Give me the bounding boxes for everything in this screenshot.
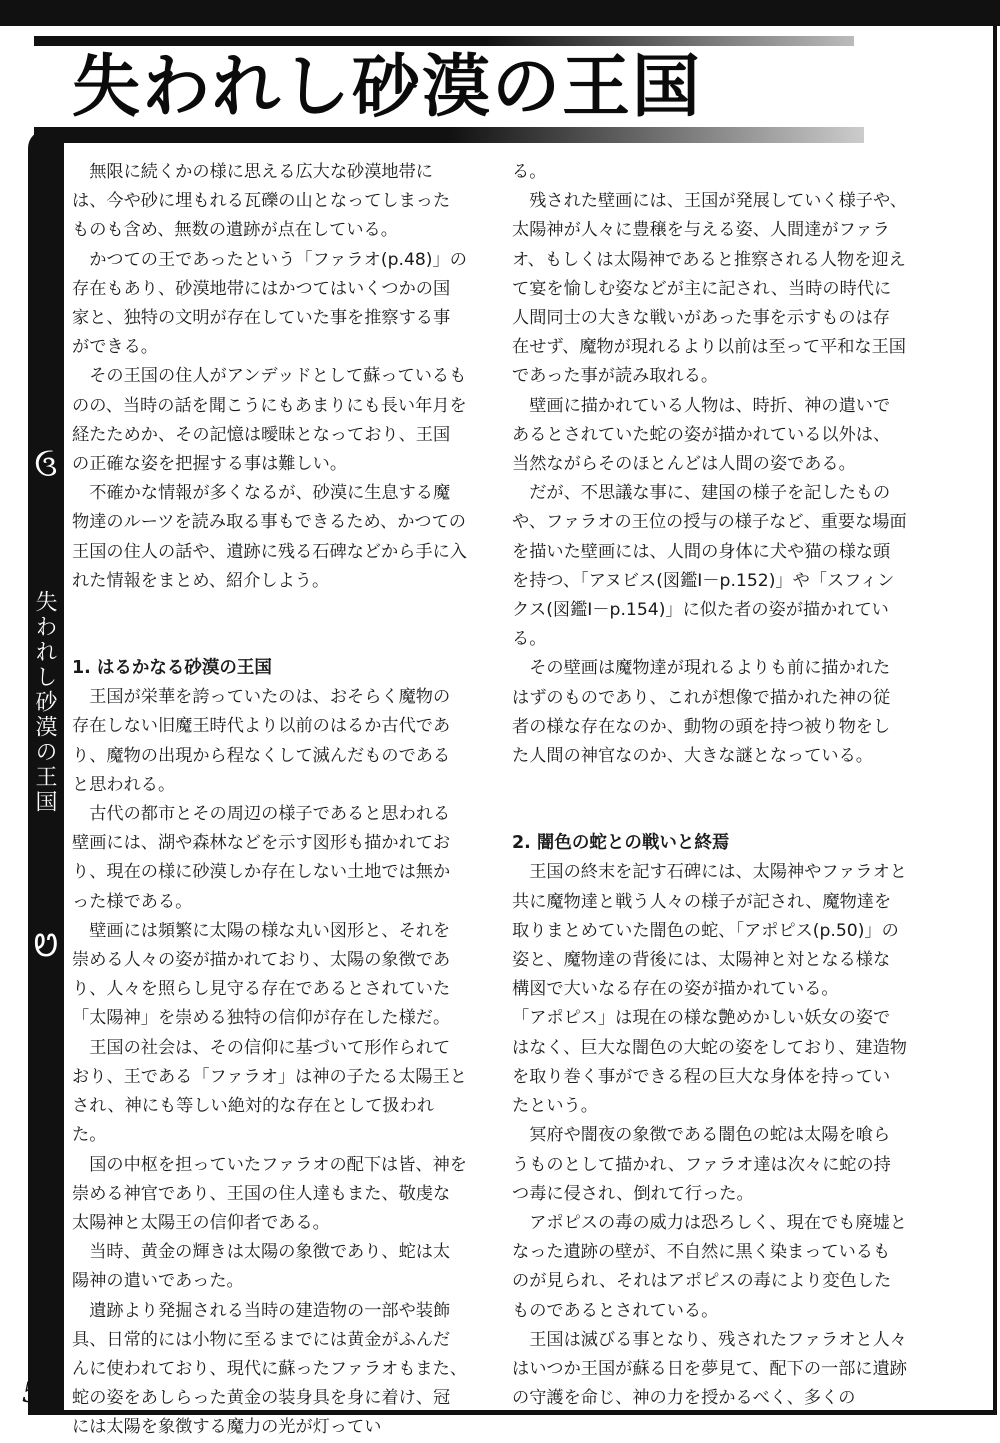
paragraph: 王国の社会は、その信仰に基づいて形作られており、王である「ファラオ」は神の子たる太陽王とされ、神にも等しい絶対的な存在として扱われた。 <box>72 1037 467 1146</box>
paragraph: 残された壁画には、王国が発展していく様子や、太陽神が人々に豊穣を与える姿、人間達がファラオ、もしくは太陽神であると推察される人物を迎えて宴を愉しむ姿などが主に記され、当時の時代に人間同士の大きな戦いがあった事を示すものは存在せず、魔物が現れるより以前は至って平和な王国であった事が読み取れる。 <box>512 191 907 387</box>
paragraph: 遺跡より発掘される当時の建造物の一部や装飾具、日常的には小物に至るまでには黄金がふんだんに使われており、現代に蘇ったファラオもまた、蛇の姿をあしらった黄金の装身具を身に着け、冠には太陽を象徴する魔力の光が灯ってい <box>72 1300 467 1438</box>
page-number: 54 <box>22 1376 58 1409</box>
page-title: 失われし砂漠の王国 <box>72 48 703 127</box>
top-border-bar <box>0 0 1000 26</box>
right-column <box>512 158 907 1409</box>
paragraph: 無限に続くかの様に思える広大な砂漠地帯には、今や砂に埋もれる瓦礫の山となってしまったものも含め、無数の遺跡が点在している。 <box>72 162 451 241</box>
paragraph: 国の中枢を担っていたファラオの配下は皆、神を崇める神官であり、王国の住人達もまた、敬虔な太陽神と太陽王の信仰者である。 <box>72 1154 467 1233</box>
paragraph-continuation: る。 <box>512 162 547 182</box>
paragraph: その壁画は魔物達が現れるよりも前に描かれたはずのものであり、これが想像で描かれた神の従者の様な存在なのか、動物の頭を持つ被り物をした人間の神官なのか、大きな謎となっている。 <box>512 658 891 767</box>
side-title: 失われし砂漠の王国 <box>32 590 57 815</box>
paragraph: 古代の都市とその周辺の様子であると思われる壁画には、湖や森林などを示す図形も描かれており、現在の様に砂漠しか存在しない土地では無かった様である。 <box>72 804 451 912</box>
section-heading: 2. 闇色の蛇との戦いと終焉 <box>512 833 730 854</box>
paragraph: その王国の住人がアンデッドとして蘇っているものの、当時の話を聞こうにもあまりにも長い年月を経たためか、その記憶は曖昧となっており、王国の正確な姿を把握する事は難しい。 <box>72 366 467 475</box>
section-heading: 1. はるかなる砂漠の王国 <box>72 658 272 679</box>
paragraph: 壁画には頻繁に太陽の様な丸い図形と、それを崇める人々の姿が描かれており、太陽の象徴であり、人々を照らし見守る存在であるとされていた「太陽神」を崇める独特の信仰が存在した様だ。 <box>72 920 451 1029</box>
paragraph: かつての王であったという「ファラオ(p.48)」の存在もあり、砂漠地帯にはかつてはいくつかの国家と、独特の文明が存在していた事を推察する事ができる。 <box>72 249 467 358</box>
paragraph: 王国の終末を記す石碑には、太陽神やファラオと共に魔物達と戦う人々の様子が記され、魔物達を取りまとめていた闇色の蛇、「アポピス(p.50)」の姿と、魔物達の背後には、太陽神と対となる様な構図で大いなる存在の姿が描かれている。 <box>512 862 907 1000</box>
paragraph: 王国は滅びる事となり、残されたファラオと人々はいつか王国が蘇る日を夢見て、配下の一部に遺跡の守護を命じ、神の力を授かるべく、多くの <box>512 1329 907 1409</box>
paragraph: 冥府や闇夜の象徴である闇色の蛇は太陽を喰らうものとして描かれ、ファラオ達は次々に蛇の持つ毒に侵され、倒れて行った。 <box>512 1125 891 1204</box>
right-border <box>993 20 997 1415</box>
paragraph: 壁画に描かれている人物は、時折、神の遣いであるとされていた蛇の姿が描かれている以外は、当然ながらそのほとんどは人間の姿である。 <box>512 395 891 475</box>
paragraph: 当時、黄金の輝きは太陽の象徴であり、蛇は太陽神の遣いであった。 <box>72 1242 451 1292</box>
paragraph: だが、不思議な事に、建国の様子を記したものや、ファラオの王位の授与の様子など、重要な場面を描いた壁画には、人間の身体に犬や猫の様な頭を持つ、「アヌビス(図鑑Ⅰ－p.152)」や「スフィンクス(図鑑Ⅰ－p.154)」に似た者の姿が描かれている。 <box>512 483 907 650</box>
title-top-rule <box>34 36 854 46</box>
title-bottom-rule <box>34 127 864 143</box>
paragraph: アポピスの毒の威力は恐ろしく、現在でも廃墟となった遺跡の壁が、不自然に黒く染まっているものが見られ、それはアポピスの毒により変色したものであるとされている。 <box>512 1212 907 1321</box>
swirl-ornament-icon: Ꮼ <box>33 929 59 964</box>
paragraph: 不確かな情報が多くなるが、砂漠に生息する魔物達のルーツを読み取る事もできるため、かつての王国の住人の話や、遺跡に残る石碑などから手に入れた情報をまとめ、紹介しよう。 <box>72 483 467 591</box>
paragraph: 「アポピス」は現在の様な艶めかしい妖女の姿ではなく、巨大な闇色の大蛇の姿をしており、建造物を取り巻く事ができる程の巨大な身体を持っていたという。 <box>512 1008 907 1117</box>
left-column <box>72 158 467 1438</box>
swirl-ornament-icon: ઉ <box>34 449 58 484</box>
paragraph: 王国が栄華を誇っていたのは、おそらく魔物の存在しない旧魔王時代より以前のはるか古代であり、魔物の出現から程なくして滅んだものであると思われる。 <box>72 687 451 795</box>
